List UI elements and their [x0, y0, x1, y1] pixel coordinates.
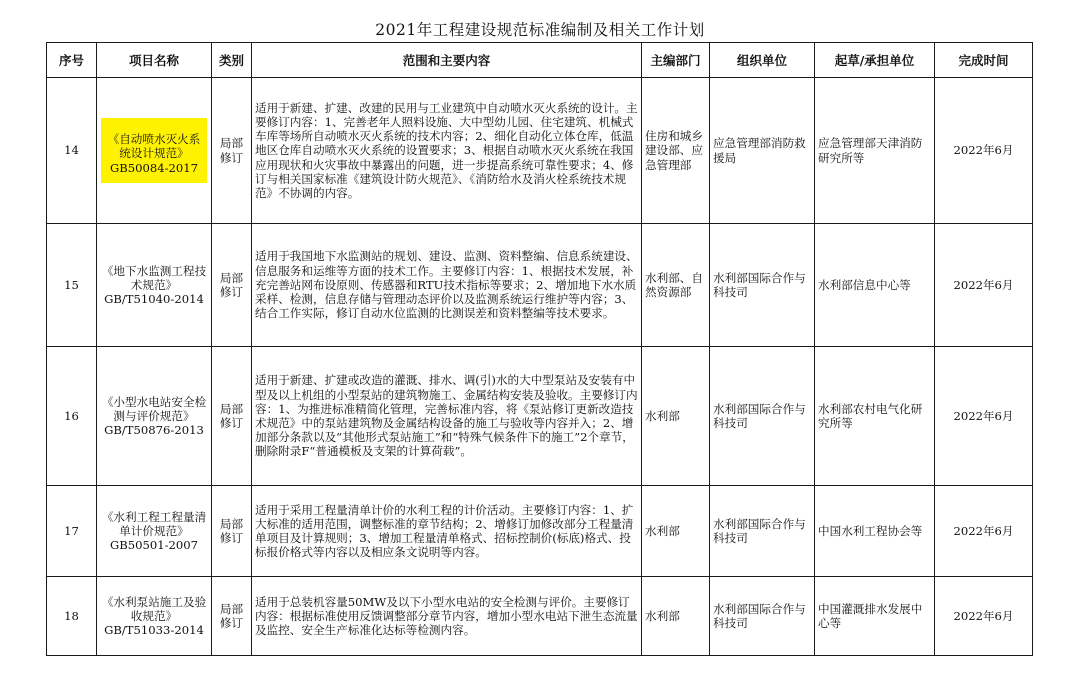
drafter-cell: 水利部农村电气化研究所等	[815, 347, 935, 486]
table-row	[47, 347, 1033, 486]
table-row	[47, 224, 1033, 347]
table-row	[47, 577, 1033, 656]
row-number: 16	[47, 347, 97, 486]
header-scope: 范围和主要内容	[252, 43, 642, 78]
project-name-cell	[97, 486, 212, 577]
row-number: 17	[47, 486, 97, 577]
row-number: 18	[47, 577, 97, 656]
scope-cell: 适用于我国地下水监测站的规划、建设、监测、资料整编、信息系统建设、信息服务和运维等方面的技术工作。主要修订内容：1、根据技术发展，补充完善站网布设原则、传感器和RTU技术指标等要求；2、增加地下水水质采样、检测，信息存储与管理动态评价以及监测系统运行维护等内容；3、结合工作实际，修订自动水位监测的比测误差和资料整编等技术要求。	[252, 224, 642, 347]
organizer-cell: 水利部国际合作与科技司	[710, 577, 815, 656]
category-cell: 局部修订	[212, 224, 252, 347]
chief-dept-cell: 住房和城乡建设部、应急管理部	[642, 78, 710, 224]
organizer-cell: 应急管理部消防救援局	[710, 78, 815, 224]
scope-cell: 适用于采用工程量清单计价的水利工程的计价活动。主要修订内容：1、扩大标准的适用范围，调整标准的章节结构；2、增修订加修改部分工程量清单项目及计算规则；3、增加工程量清单格式、招标控制价(标底)格式、投标报价格式等内容以及相应条文说明等内容。	[252, 486, 642, 577]
header-dept: 主编部门	[642, 43, 710, 78]
project-name: 《水利工程工程量清单计价规范》GB50501-2007	[101, 509, 207, 553]
completion-date-cell: 2022年6月	[935, 224, 1033, 347]
category-cell: 局部修订	[212, 577, 252, 656]
table-row	[47, 486, 1033, 577]
project-name-cell	[97, 224, 212, 347]
category-cell: 局部修订	[212, 347, 252, 486]
header-name: 项目名称	[97, 43, 212, 78]
document-title: 2021年工程建设规范标准编制及相关工作计划	[375, 21, 705, 39]
completion-date-cell: 2022年6月	[935, 347, 1033, 486]
scope-cell: 适用于总装机容量50MW及以下小型水电站的安全检测与评价。主要修订内容：根据标准使用反馈调整部分章节内容，增加小型水电站下泄生态流量及监控、安全生产标准化达标等检测内容。	[252, 577, 642, 656]
table-row	[47, 78, 1033, 224]
project-name: 《小型水电站安全检测与评价规范》GB/T50876-2013	[101, 394, 207, 438]
header-no: 序号	[47, 43, 97, 78]
chief-dept-cell: 水利部	[642, 577, 710, 656]
chief-dept-cell: 水利部	[642, 347, 710, 486]
table-header-row	[47, 43, 1033, 78]
scope-cell: 适用于新建、扩建、改建的民用与工业建筑中自动喷水灭火系统的设计。主要修订内容：1、完善老年人照料设施、大中型幼儿园、住宅建筑、机械式车库等场所自动喷水灭火系统的技术内容；2、细化自动化立体仓库，低温地区仓库自动喷水灭火系统的设置要求；3、根据自动喷水灭火系统在我国应用现状和火灾事故中暴露出的问题，进一步提高系统可靠性要求；4、修订与相关国家标准《建筑设计防火规范》、《消防给水及消火栓系统技术规范》不协调的内容。	[252, 78, 642, 224]
work-plan-table	[46, 42, 1033, 656]
drafter-cell: 中国灌溉排水发展中心等	[815, 577, 935, 656]
header-draft: 起草/承担单位	[815, 43, 935, 78]
completion-date-cell: 2022年6月	[935, 486, 1033, 577]
completion-date-cell: 2022年6月	[935, 577, 1033, 656]
organizer-cell: 水利部国际合作与科技司	[710, 347, 815, 486]
project-name-cell	[97, 577, 212, 656]
header-date: 完成时间	[935, 43, 1033, 78]
drafter-cell: 应急管理部天津消防研究所等	[815, 78, 935, 224]
project-name: 《地下水监测工程技术规范》GB/T51040-2014	[101, 263, 207, 307]
highlighted-project-name: 《自动喷水灭火系统设计规范》GB50084-2017	[101, 118, 207, 183]
chief-dept-cell: 水利部	[642, 486, 710, 577]
row-number: 14	[47, 78, 97, 224]
chief-dept-cell: 水利部、自然资源部	[642, 224, 710, 347]
organizer-cell: 水利部国际合作与科技司	[710, 486, 815, 577]
category-cell: 局部修订	[212, 78, 252, 224]
header-org: 组织单位	[710, 43, 815, 78]
project-name-cell	[97, 347, 212, 486]
completion-date-cell: 2022年6月	[935, 78, 1033, 224]
drafter-cell: 水利部信息中心等	[815, 224, 935, 347]
category-cell: 局部修订	[212, 486, 252, 577]
scope-cell: 适用于新建、扩建或改造的灌溉、排水、调(引)水的大中型泵站及安装有中型及以上机组的小型泵站的建筑物施工、金属结构安装及验收。主要修订内容：1、为推进标准精简化管理，完善标准内容，将《泵站修订更新改造技术规范》中的泵站建筑物及金属结构设备的施工与验收等内容并入；2、增加部分条款以及“其他形式泵站施工”和“特殊气候条件下的施工”2个章节，删除附录F“普通模板及支架的计算荷载”。	[252, 347, 642, 486]
project-name-cell	[97, 78, 212, 224]
organizer-cell: 水利部国际合作与科技司	[710, 224, 815, 347]
project-name: 《水利泵站施工及验收规范》GB/T51033-2014	[101, 594, 207, 638]
row-number: 15	[47, 224, 97, 347]
drafter-cell: 中国水利工程协会等	[815, 486, 935, 577]
header-type: 类别	[212, 43, 252, 78]
